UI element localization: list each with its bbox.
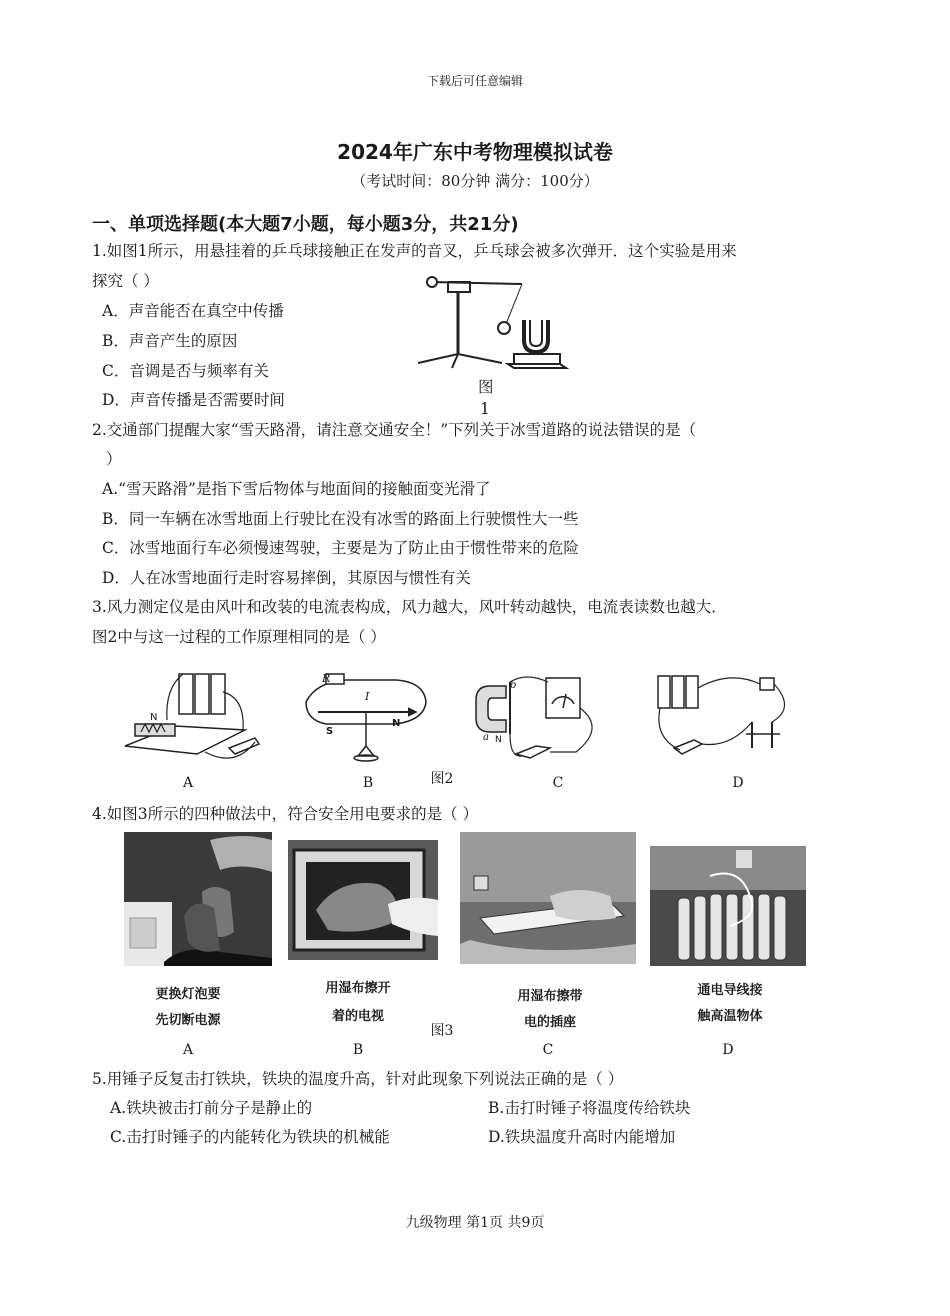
photo-c-caption-line1: 用湿布擦带 (517, 989, 583, 1004)
q3-stem-line2: 图2中与这一过程的工作原理相同的是（ ） (92, 628, 386, 646)
photo-d-caption-line2: 触高温物体 (697, 1009, 763, 1024)
q1-option-d: D．声音传播是否需要时间 (102, 391, 285, 409)
q5-option-a: A.铁块被击打前分子是静止的 (110, 1099, 313, 1117)
figure-2c-galvanometer (466, 668, 616, 768)
page-title: 2024年广东中考物理模拟试卷 (337, 140, 613, 164)
fig2b-s-label: S (326, 726, 334, 737)
q1-stem-line2: 探究（ ） (92, 272, 159, 290)
fig3-label-b: B (352, 1042, 364, 1058)
fig2-label-b: B (362, 775, 374, 791)
q2-option-b: B．同一车辆在冰雪地面上行驶比在没有冰雪的路面上行驶惯性大一些 (102, 510, 579, 528)
fig2a-n-label: N (150, 712, 158, 723)
photo-b-television (288, 840, 438, 960)
fig3-label-c: C (542, 1042, 554, 1058)
q5-option-d: D.铁块温度升高时内能增加 (488, 1128, 676, 1146)
fig2c-b-label: b (510, 680, 517, 691)
fig2b-n-label: N (392, 718, 401, 729)
q1-option-a: A．声音能否在真空中传播 (102, 302, 284, 320)
fig2c-a-label: a (483, 732, 489, 743)
photo-d-heater (650, 846, 806, 966)
figure-1-tuning-fork (412, 268, 572, 378)
fig2-label-a: A (182, 775, 194, 791)
page-footer: 九级物理 第1页 共9页 (405, 1215, 545, 1231)
q5-stem: 5.用锤子反复击打铁块，铁块的温度升高，针对此现象下列说法正确的是（ ） (92, 1070, 624, 1088)
q2-stem-line2: ） (106, 450, 122, 468)
q4-stem: 4.如图3所示的四种做法中，符合安全用电要求的是（ ） (92, 805, 479, 823)
q1-option-c: C．音调是否与频率有关 (102, 362, 269, 380)
figure-2b-compass (296, 668, 436, 768)
q1-stem-line1: 1.如图1所示，用悬挂着的乒乓球接触正在发声的音叉，乒乓球会被多次弹开．这个实验是用来 (92, 242, 737, 260)
photo-d-caption-line1: 通电导线接 (697, 983, 763, 998)
fig2-label-d: D (732, 775, 744, 791)
header-note: 下载后可任意编辑 (426, 74, 523, 88)
q2-option-a: A.“雪天路滑”是指下雪后物体与地面间的接触面变光滑了 (102, 480, 491, 498)
fig2-label-c: C (552, 775, 564, 791)
fig2b-i-label: I (365, 690, 370, 703)
fig2-caption: 图2 (430, 771, 454, 787)
exam-info: （考试时间：80分钟 满分：100分） (351, 172, 599, 190)
figure-2d-circuit (650, 668, 800, 768)
section-heading: 一、单项选择题(本大题7小题，每小题3分，共21分) (92, 214, 519, 235)
q1-option-b: B．声音产生的原因 (102, 332, 238, 350)
fig3-label-a: A (182, 1042, 194, 1058)
fig3-caption: 图3 (430, 1023, 454, 1039)
fig3-label-d: D (722, 1042, 734, 1058)
photo-a-caption-line1: 更换灯泡要 (155, 987, 221, 1002)
q2-option-c: C．冰雪地面行车必须慢速驾驶，主要是为了防止由于惯性带来的危险 (102, 539, 579, 557)
q5-option-b: B.击打时锤子将温度传给铁块 (488, 1099, 691, 1117)
fig2b-r-label: R (322, 672, 331, 685)
photo-b-caption-line1: 用湿布擦开 (325, 981, 391, 996)
figure-2a-electromagnet (105, 668, 265, 768)
q5-option-c: C.击打时锤子的内能转化为铁块的机械能 (110, 1128, 390, 1146)
q2-stem-line1: 2.交通部门提醒大家“雪天路滑，请注意交通安全！”下列关于冰雪道路的说法错误的是（ (92, 421, 697, 439)
photo-c-power-strip (460, 832, 636, 964)
photo-a-light-bulb (124, 832, 272, 966)
fig2c-n-label: N (495, 735, 502, 745)
photo-a-caption-line2: 先切断电源 (155, 1013, 221, 1028)
photo-b-caption-line2: 着的电视 (331, 1009, 384, 1024)
fig1-label-top: 图 (478, 378, 494, 396)
fig1-label-bottom: 1 (480, 400, 490, 418)
photo-c-caption-line2: 电的插座 (523, 1015, 576, 1030)
q2-option-d: D．人在冰雪地面行走时容易摔倒，其原因与惯性有关 (102, 569, 471, 587)
q3-stem-line1: 3.风力测定仪是由风叶和改装的电流表构成，风力越大，风叶转动越快，电流表读数也越大． (92, 598, 727, 616)
